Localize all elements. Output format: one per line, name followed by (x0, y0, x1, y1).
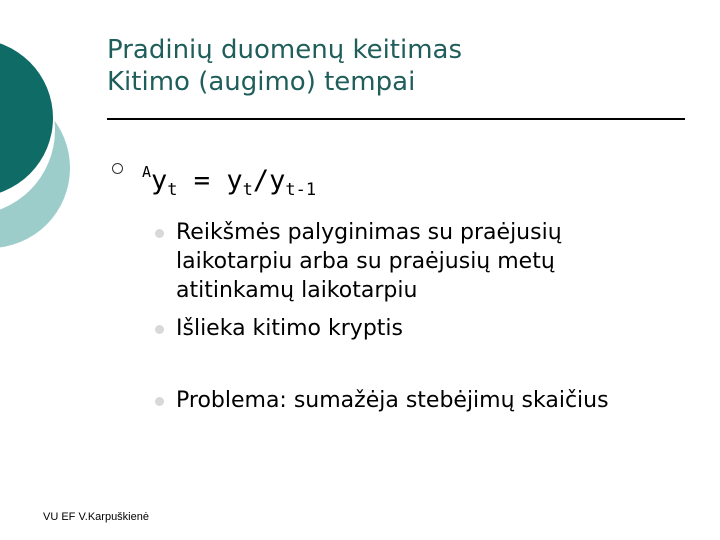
growth-rate-formula (142, 152, 316, 210)
bullet-dot-icon (155, 229, 164, 238)
formula-y: y (151, 165, 168, 196)
bullet-dot-icon (155, 325, 164, 334)
slide-title-line1: Pradinių duomenų keitimas (107, 35, 463, 65)
footer-author: VU EF V.Karpuškienė (43, 511, 149, 523)
slide-title (107, 34, 687, 98)
bullet-item (155, 314, 676, 343)
decorative-circles (0, 0, 120, 300)
title-divider (107, 118, 685, 120)
bullet-text: Problema: sumažėja stebėjimų skaičius (176, 388, 609, 413)
hollow-bullet-icon (112, 163, 123, 174)
formula-equals: = (177, 165, 227, 196)
formula-marker: A (142, 163, 152, 181)
formula-y: y (226, 165, 243, 196)
formula-item (112, 152, 317, 200)
formula-sub: t (167, 180, 178, 200)
slide-title-line2: Kitimo (augimo) tempai (107, 67, 416, 97)
bullet-text: Išlieka kitimo kryptis (176, 316, 403, 341)
formula-y: y (269, 165, 286, 196)
formula-sub: t-1 (285, 180, 317, 200)
formula-sub: t (242, 180, 253, 200)
formula-slash: / (252, 165, 270, 196)
bullet-dot-icon (155, 397, 164, 406)
bullet-text: Reikšmės palyginimas su praėjusių laikotarpiu arba su praėjusių metų atitinkamų laikotarpiu (176, 220, 562, 303)
bullet-item (155, 218, 676, 305)
bullet-item (155, 386, 676, 415)
